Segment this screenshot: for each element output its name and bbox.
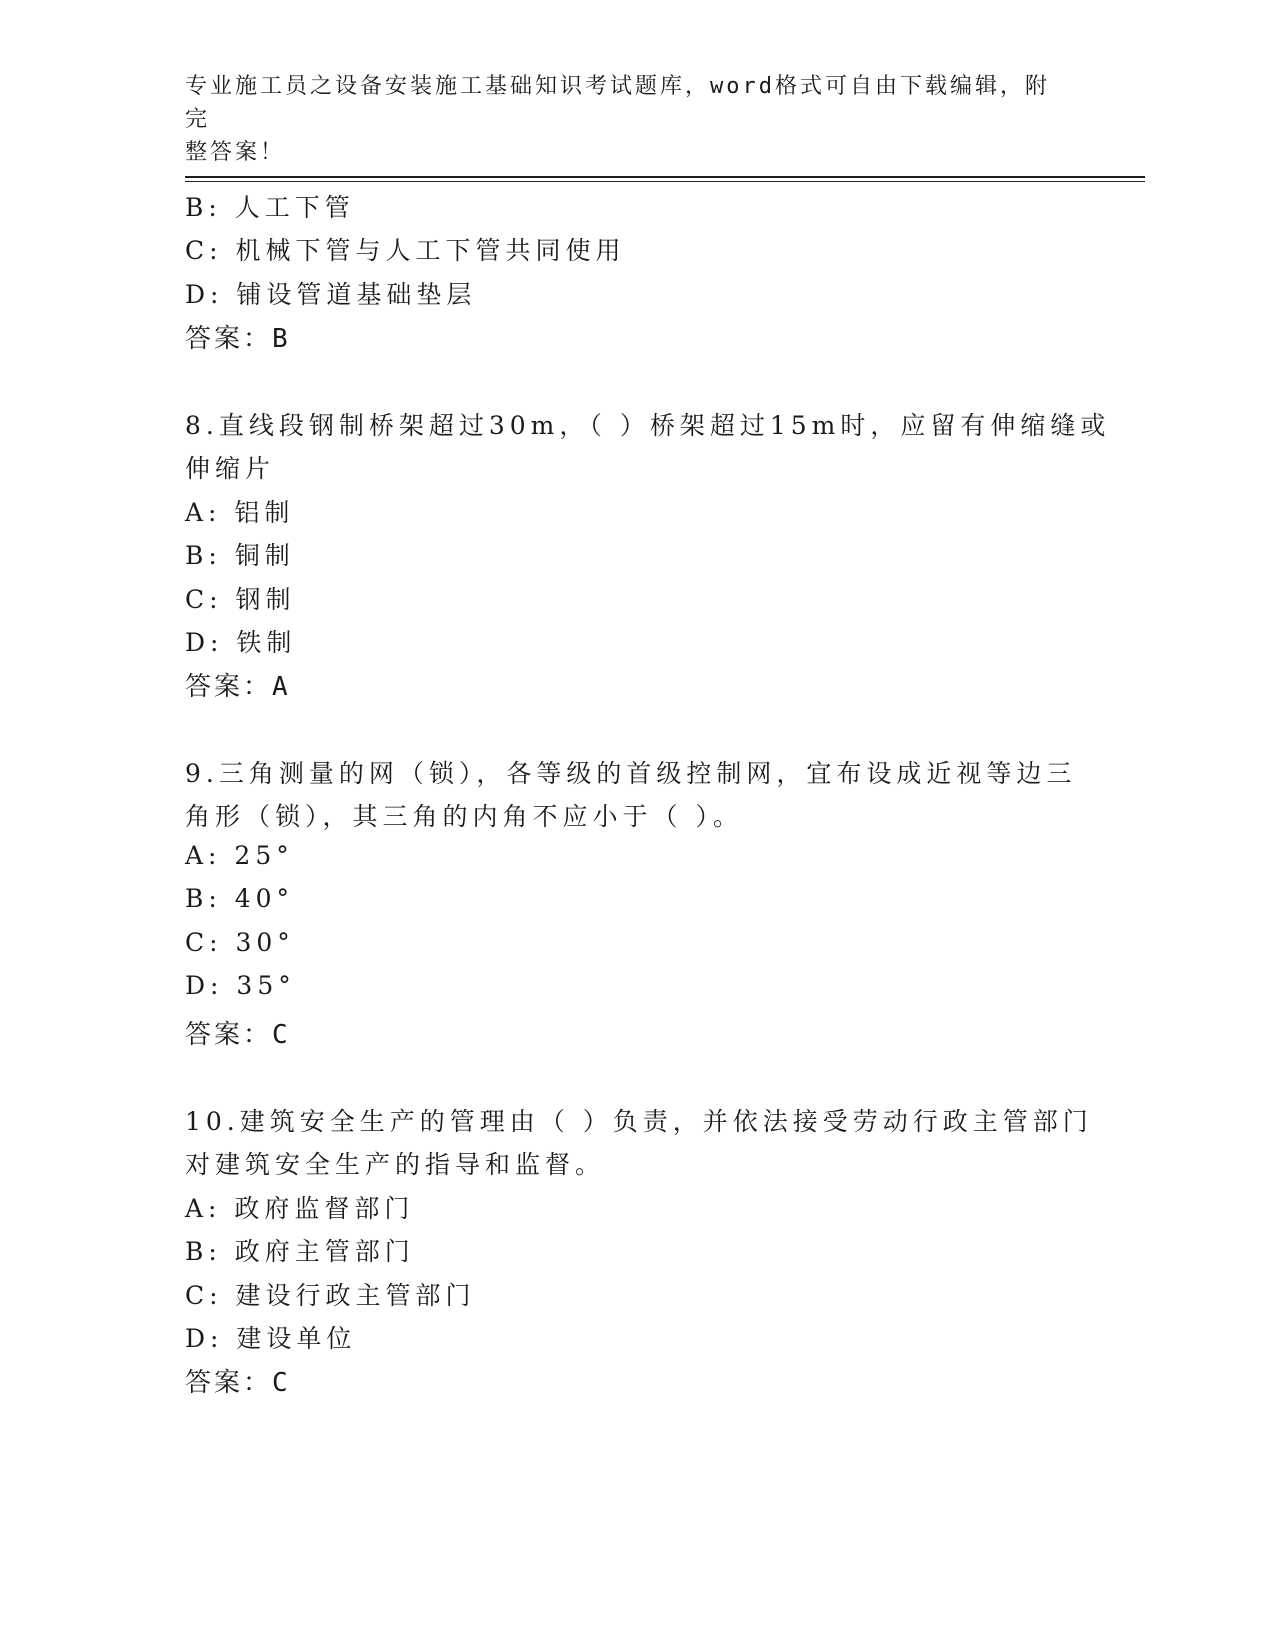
question-8-option-a: A: 铝制 <box>185 498 295 527</box>
option-d: D: 铺设管道基础垫层 <box>185 280 477 309</box>
question-8-text-line-2: 伸缩片 <box>185 454 276 483</box>
question-8-text-line-1: 8.直线段钢制桥架超过30m，（ ）桥架超过15m时，应留有伸缩缝或 <box>185 411 1111 440</box>
question-9-answer: 答案：C <box>185 1020 291 1050</box>
question-8-option-c: C: 钢制 <box>185 585 296 614</box>
question-8-option-b: B: 铜制 <box>185 541 295 570</box>
header-line-1: 专业施工员之设备安装施工基础知识考试题库，word格式可自由下载编辑，附完 <box>185 74 1050 132</box>
question-9-option-d: D: 35° <box>185 971 296 1000</box>
question-10-answer: 答案：C <box>185 1368 291 1398</box>
question-9-option-c: C: 30° <box>185 928 295 957</box>
question-10-option-a: A: 政府监督部门 <box>185 1194 415 1223</box>
question-10-option-d: D: 建设单位 <box>185 1324 357 1353</box>
question-8-option-d: D: 铁制 <box>185 628 297 657</box>
question-9-text-line-2: 角形（锁），其三角的内角不应小于（ ）。 <box>185 802 743 831</box>
question-9-option-a: A: 25° <box>185 841 294 870</box>
question-8-answer: 答案：A <box>185 672 291 702</box>
question-10-text-line-1: 10.建筑安全生产的管理由（ ）负责，并依法接受劳动行政主管部门 <box>185 1107 1093 1136</box>
question-9-text-line-1: 9.三角测量的网（锁），各等级的首级控制网，宜布设成近视等边三 <box>185 759 1077 788</box>
question-9-option-b: B: 40° <box>185 884 295 913</box>
option-c: C: 机械下管与人工下管共同使用 <box>185 236 626 265</box>
question-10-text-line-2: 对建筑安全生产的指导和监督。 <box>185 1150 606 1179</box>
header-rule-thick <box>185 176 1145 178</box>
document-header <box>185 70 1065 169</box>
question-10-option-c: C: 建设行政主管部门 <box>185 1281 476 1310</box>
answer: 答案：B <box>185 324 291 354</box>
header-line-2: 整答案！ <box>185 140 286 165</box>
header-rule-thin <box>185 181 1145 182</box>
option-b: B: 人工下管 <box>185 193 355 222</box>
question-10-option-b: B: 政府主管部门 <box>185 1237 415 1266</box>
